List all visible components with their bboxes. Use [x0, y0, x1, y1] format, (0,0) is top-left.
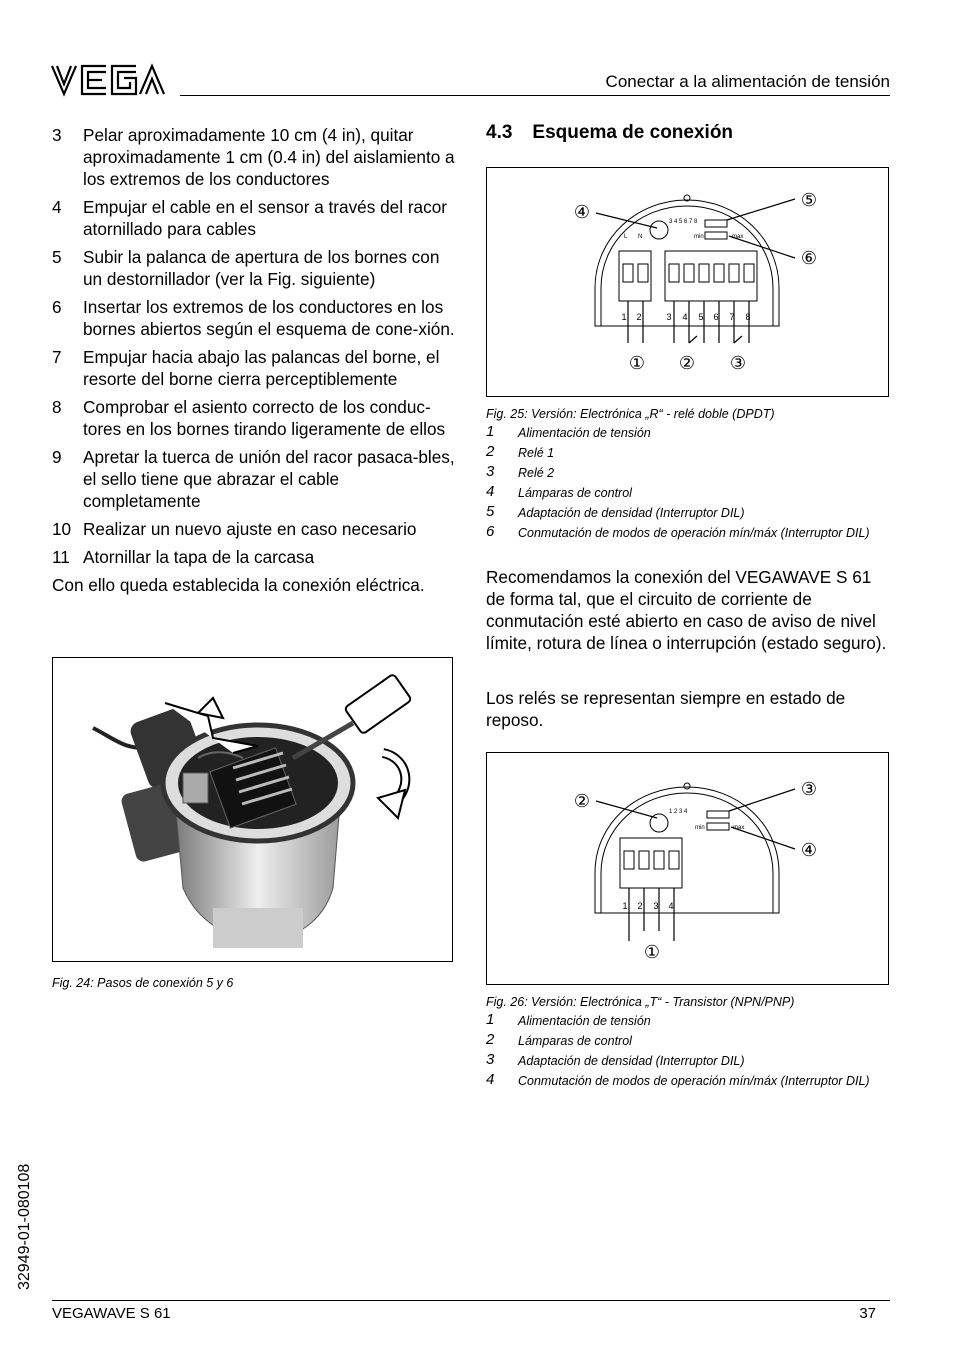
step-item: 4 Empujar el cable en el sensor a través del racor atornillado para cables: [52, 197, 447, 239]
connection-photo-figure: [52, 657, 453, 962]
step-item: 11 Atornillar la tapa de la carcasa: [52, 547, 315, 567]
step-item: 6 Insertar los extremos de los conductores en los bornes abiertos según el esquema de cone-xión.: [52, 297, 455, 339]
dil-digits: 3 4 5 6 7 8: [669, 219, 698, 225]
paragraph-relay-state: Los relés se representan siempre en estado de reposo.: [486, 688, 846, 730]
logo-text: VEGA: [50, 62, 53, 63]
fig25-caption-block: [486, 407, 886, 544]
step-item: 3 Pelar aproximadamente 10 cm (4 in), quitar aproximadamente 1 cm (0.4 in) del aislamiento a los extremos de los conductores: [52, 125, 455, 189]
legend-item: 2 Lámparas de control: [486, 1031, 632, 1048]
terminal-label: 2: [637, 901, 643, 911]
header-rule: [180, 95, 890, 96]
footer-product: VEGAWAVE S 61: [52, 1305, 171, 1322]
step-item: 5 Subir la palanca de apertura de los bornes con un destornillador (ver la Fig. siguiente): [52, 247, 440, 289]
callout-2: ②: [678, 353, 696, 373]
wiring-diagram-transistor: [486, 752, 889, 985]
terminal-label: 4: [668, 901, 674, 911]
section-title: Esquema de conexión: [532, 122, 734, 143]
installation-steps: [52, 124, 457, 596]
terminal-label: 3: [653, 901, 659, 911]
document-code: 32949-01-080108: [16, 1163, 33, 1290]
min-label: min: [694, 234, 704, 240]
paragraph-recommendation: Recomendamos la conexión del VEGAWAVE S 61 de forma tal, que el circuito de corriente de conmutación esté abierto en caso de aviso de nivel límite, rotura de línea o interrupción (estado seguro).: [486, 567, 887, 653]
terminal-label: 1: [622, 901, 628, 911]
page-number: 37: [859, 1305, 876, 1322]
legend-item: 2 Relé 1: [486, 443, 555, 460]
legend-item: 3 Relé 2: [486, 463, 555, 480]
terminal-label: 6: [713, 312, 719, 322]
callout-5: ⑤: [800, 190, 818, 210]
terminal-label: 8: [745, 312, 751, 322]
step-item: 9 Apretar la tuerca de unión del racor pasaca-bles, el sello tiene que abrazar el cable completamente: [52, 447, 455, 511]
callout-6: ⑥: [800, 248, 818, 268]
dil-digits: 1 2 3 4: [669, 809, 688, 815]
terminal-label: 1: [621, 312, 627, 322]
fig26-caption-block: [486, 995, 886, 1092]
legend-item: 4 Lámparas de control: [486, 483, 632, 500]
min-label: min: [695, 825, 705, 831]
legend-item: 1 Alimentación de tensión: [486, 423, 651, 440]
callout-4: ④: [573, 202, 591, 222]
fig26-caption: Fig. 26: Versión: Electrónica „T“ - Transistor (NPN/PNP): [486, 995, 795, 1009]
callout-3: ③: [729, 353, 747, 373]
n-label: N: [638, 234, 643, 240]
callout-2: ②: [573, 791, 591, 811]
callout-1: ①: [643, 942, 661, 962]
terminal-label: 2: [636, 312, 642, 322]
vega-logo: [50, 62, 168, 98]
footer-rule: [52, 1300, 890, 1301]
terminal-label: 7: [729, 312, 735, 322]
callout-4: ④: [800, 840, 818, 860]
step-item: 10 Realizar un nuevo ajuste en caso necesario: [52, 519, 417, 539]
terminal-label: 4: [682, 312, 688, 322]
terminal-label: 3: [666, 312, 672, 322]
step-item: 7 Empujar hacia abajo las palancas del borne, el resorte del borne cierra perceptiblemente: [52, 347, 440, 389]
fig25-caption: Fig. 25: Versión: Electrónica „R“ - relé doble (DPDT): [486, 407, 775, 421]
legend-item: 6 Conmutación de modos de operación mín/máx (Interruptor DIL): [486, 523, 870, 540]
page-header-title: Conectar a la alimentación de tensión: [605, 72, 890, 91]
legend-item: 3 Adaptación de densidad (Interruptor DIL): [486, 1051, 745, 1068]
fig24-caption: Fig. 24: Pasos de conexión 5 y 6: [52, 976, 234, 990]
closing-text: Con ello queda establecida la conexión eléctrica.: [52, 575, 425, 595]
max-label: max: [733, 825, 745, 831]
transistor-diagram-svg: [487, 753, 890, 986]
legend-item: 4 Conmutación de modos de operación mín/máx (Interruptor DIL): [486, 1071, 870, 1088]
callout-3: ③: [800, 779, 818, 799]
relay-diagram-svg: [487, 168, 890, 398]
legend-item: 5 Adaptación de densidad (Interruptor DIL): [486, 503, 745, 520]
callout-1: ①: [628, 353, 646, 373]
l-label: L: [624, 234, 628, 240]
legend-item: 1 Alimentación de tensión: [486, 1011, 651, 1028]
terminal-label: 5: [698, 312, 704, 322]
section-heading: [486, 122, 733, 144]
section-number: 4.3: [486, 122, 513, 143]
step-item: 8 Comprobar el asiento correcto de los conduc-tores en los bornes tirando ligeramente de ellos: [52, 397, 446, 439]
max-label: max: [732, 234, 744, 240]
wiring-diagram-relay: [486, 167, 889, 397]
housing-illustration: [53, 658, 454, 963]
